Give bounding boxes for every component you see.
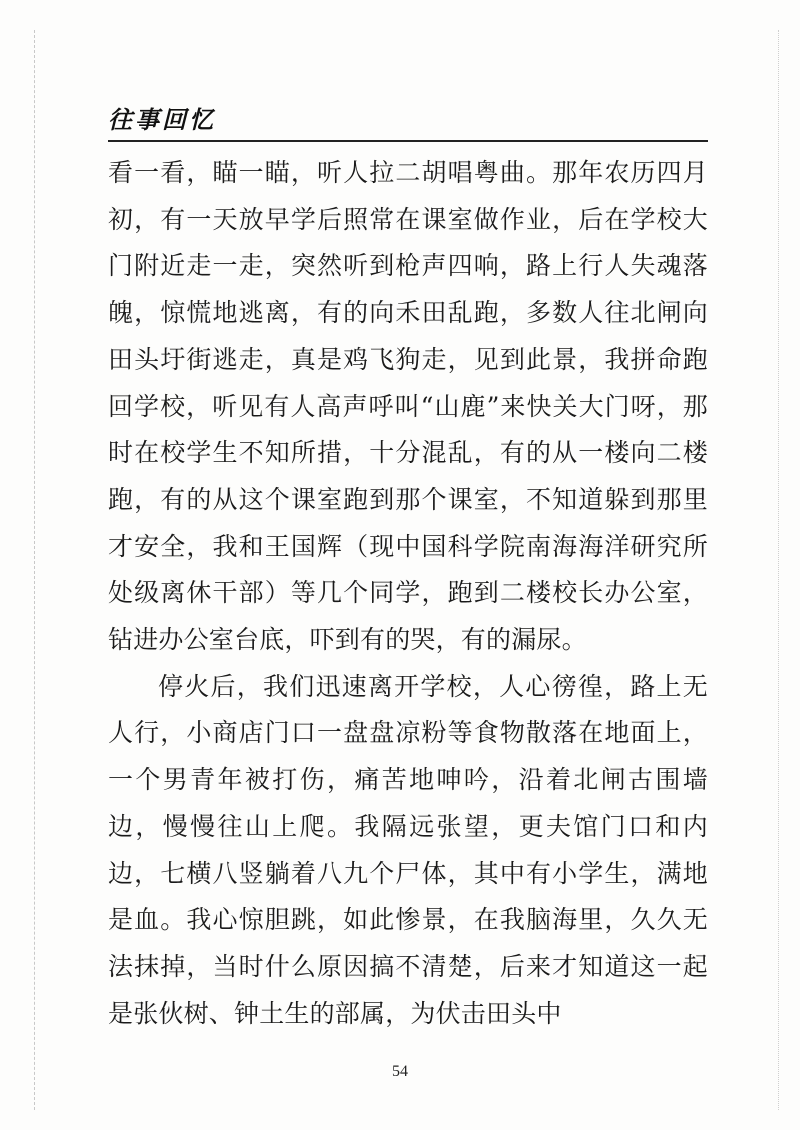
paragraph-2: 停火后，我们迅速离开学校，人心徬徨，路上无人行，小商店门口一盘盘凉粉等食物散落在地面上，一个男青年被打伤，痛苦地呻吟，沿着北闸古围墙边，慢慢往山上爬。我隔远张望，更夫馆门口和内边，七横八竖躺着八九个尸体，其中有小学生，满地是血。我心惊胆跳，如此惨景，在我脑海里，久久无法抹掉，当时什么原因搞不清楚，后来才知道这一起是张伙树、钟土生的部属，为伏击田头中 [108, 671, 708, 1028]
running-header-title: 往事回忆 [108, 105, 216, 134]
header-rule [108, 140, 708, 142]
paragraph-1: 看一看，瞄一瞄，听人拉二胡唱粤曲。那年农历四月初，有一天放早学后照常在课室做作业，后在学校大门附近走一走，突然听到枪声四响，路上行人失魂落魄，惊慌地逃离，有的向禾田乱跑，多数人往北闸向田头圩街逃走，真是鸡飞狗走，见到此景，我拼命跑回学校，听见有人高声呼叫“山鹿”来快关大门呀，那时在校学生不知所措，十分混乱，有的从一楼向二楼跑，有的从这个课室跑到那个课室，不知道躲到那里才安全，我和王国辉（现中国科学院南海海洋研究所处级离休干部）等几个同学，跑到二楼校长办公室，钻进办公室台底，吓到有的哭，有的漏尿。 [108, 158, 708, 655]
page-left-edge [34, 30, 35, 1110]
page-number: 54 [392, 1063, 408, 1080]
body-text [108, 150, 708, 1037]
page-right-edge [778, 30, 779, 1110]
